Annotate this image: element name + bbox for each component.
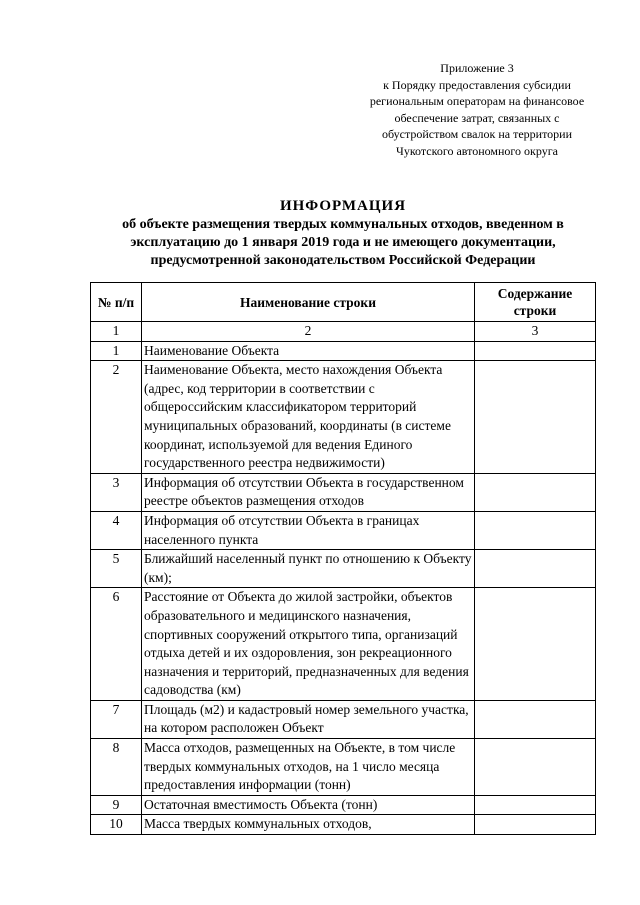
- appendix-line: обеспечение затрат, связанных с: [394, 110, 560, 125]
- table-row: [91, 550, 596, 588]
- table-row: [91, 739, 596, 796]
- document-title: ИНФОРМАЦИЯ: [279, 198, 407, 214]
- column-number: 2: [142, 322, 475, 342]
- row-content: [475, 361, 596, 474]
- row-name: Наименование Объекта: [142, 341, 475, 361]
- row-content: [475, 588, 596, 701]
- row-name: Ближайший населенный пункт по отношению к Объекту (км);: [142, 550, 475, 588]
- column-number: 3: [475, 322, 596, 342]
- row-number: 8: [91, 739, 142, 796]
- appendix-line: обустройством свалок на территории: [381, 127, 573, 141]
- document-heading: [90, 196, 596, 270]
- appendix-line: региональным операторам на финансовое: [369, 94, 585, 108]
- row-number: 10: [91, 815, 142, 835]
- appendix-note: [352, 60, 602, 159]
- document-subtitle-line: об объекте размещения твердых коммунальных отходов, введенном в: [122, 217, 564, 232]
- row-content: [475, 511, 596, 549]
- row-content: [475, 341, 596, 361]
- document-subtitle-line: предусмотренной законодательством Российской Федерации: [150, 253, 536, 268]
- header-content: Содержание строки: [475, 283, 596, 322]
- row-name: Масса отходов, размещенных на Объекте, в том числе твердых коммунальных отходов, на 1 число месяца предоставления информации (тонн): [142, 739, 475, 796]
- appendix-line: к Порядку предоставления субсидии: [383, 77, 571, 92]
- table-header-row: [91, 283, 596, 322]
- table-row: [91, 588, 596, 701]
- column-number: 1: [91, 322, 142, 342]
- row-number: 5: [91, 550, 142, 588]
- header-number: № п/п: [91, 283, 142, 322]
- table-row: [91, 361, 596, 474]
- table-row: [91, 815, 596, 835]
- table-row: [91, 473, 596, 511]
- document-subtitle-line: эксплуатацию до 1 января 2019 года и не имеющего документации,: [130, 235, 556, 250]
- row-name: Расстояние от Объекта до жилой застройки, объектов образовательного и медицинского назначения, спортивных сооружений открытого типа, организаций отдыха детей и их оздоровления, зон рекреационного назначения и территорий, предназначенных для ведения садоводства (км): [142, 588, 475, 701]
- row-content: [475, 795, 596, 815]
- table-row: [91, 700, 596, 738]
- appendix-line: Приложение 3: [440, 61, 514, 75]
- row-name: Остаточная вместимость Объекта (тонн): [142, 795, 475, 815]
- row-name: Информация об отсутствии Объекта в государственном реестре объектов размещения отходов: [142, 473, 475, 511]
- row-name: Масса твердых коммунальных отходов,: [142, 815, 475, 835]
- row-content: [475, 473, 596, 511]
- header-row-name: Наименование строки: [142, 283, 475, 322]
- row-number: 7: [91, 700, 142, 738]
- row-content: [475, 815, 596, 835]
- row-number: 4: [91, 511, 142, 549]
- row-number: 6: [91, 588, 142, 701]
- row-number: 9: [91, 795, 142, 815]
- table-row: [91, 795, 596, 815]
- info-table: [90, 282, 596, 835]
- row-content: [475, 550, 596, 588]
- appendix-line: Чукотского автономного округа: [396, 143, 558, 158]
- row-content: [475, 739, 596, 796]
- row-content: [475, 700, 596, 738]
- table-row: [91, 511, 596, 549]
- row-name: Информация об отсутствии Объекта в границах населенного пункта: [142, 511, 475, 549]
- row-number: 2: [91, 361, 142, 474]
- row-name: Наименование Объекта, место нахождения Объекта (адрес, код территории в соответствии с общероссийским классификатором территорий муниципальных образований, координаты (в системе координат, используемой для ведения Единого государственного реестра недвижимости): [142, 361, 475, 474]
- table-row: [91, 341, 596, 361]
- row-name: Площадь (м2) и кадастровый номер земельного участка, на котором расположен Объект: [142, 700, 475, 738]
- row-number: 1: [91, 341, 142, 361]
- column-numbers-row: [91, 322, 596, 342]
- row-number: 3: [91, 473, 142, 511]
